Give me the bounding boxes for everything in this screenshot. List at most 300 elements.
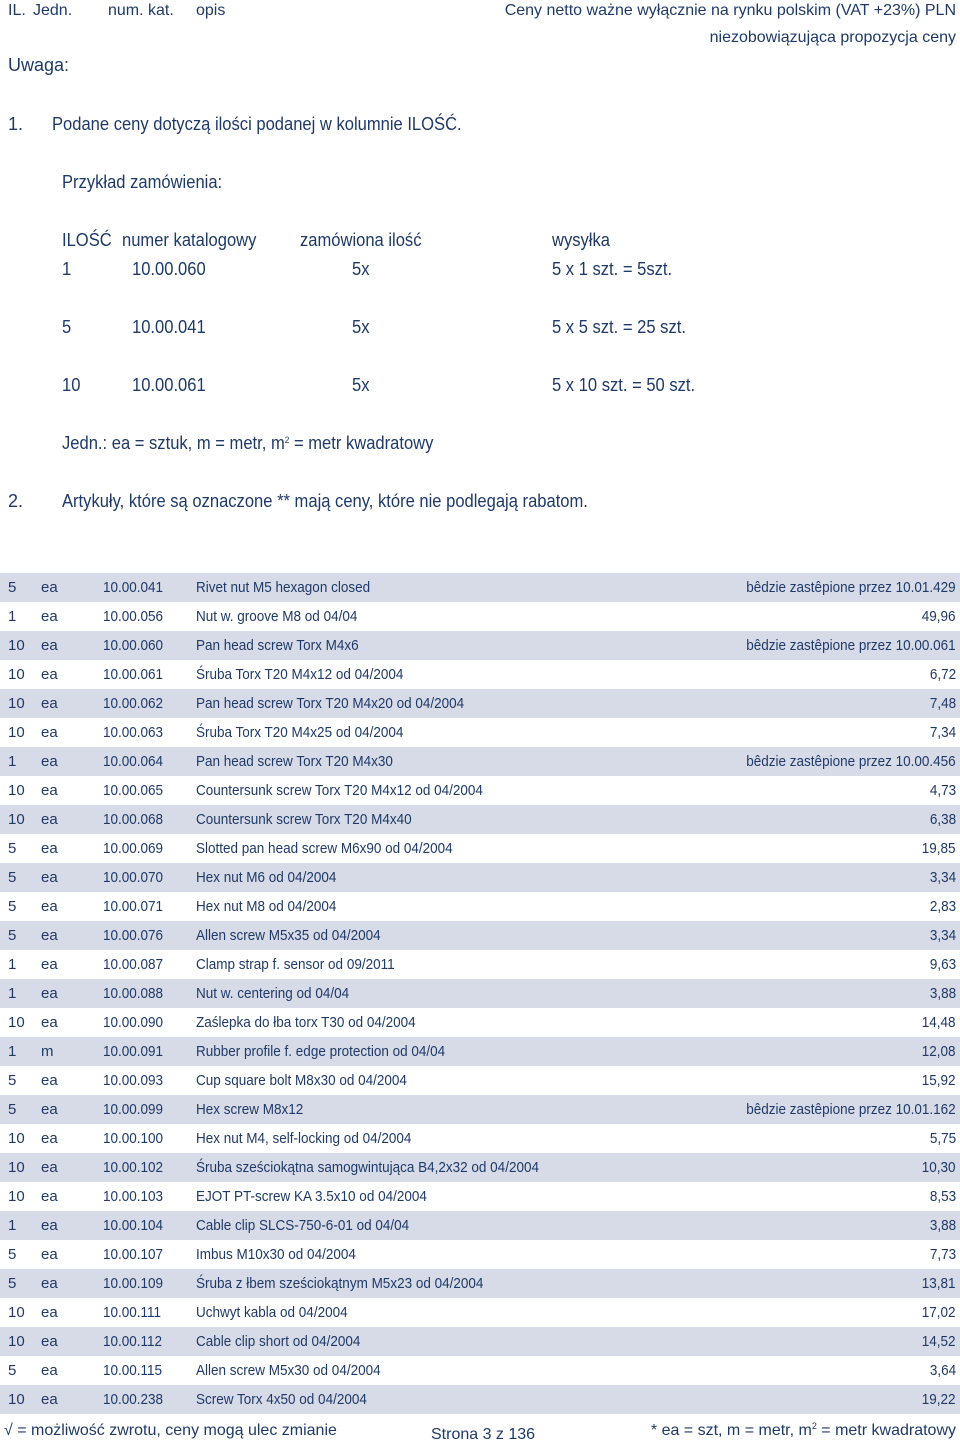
catalog-number-cell: [103, 660, 170, 689]
example-row-qty: 5: [62, 317, 72, 337]
catalog-number-cell: [103, 602, 170, 631]
example-row-ordered: 5x: [352, 259, 370, 279]
unit-cell: [41, 1240, 58, 1269]
price-cell: [918, 1008, 956, 1037]
qty-cell: [8, 1327, 25, 1356]
catalog-number-cell: [103, 573, 170, 602]
unit-cell: [41, 921, 58, 950]
unit-cell-text: ea: [41, 1391, 58, 1408]
table-row: [0, 1066, 960, 1095]
price-cell: [918, 1153, 956, 1182]
units-text-b: = metr kwadratowy: [289, 433, 434, 453]
unit-cell: [41, 660, 58, 689]
table-row: [0, 979, 960, 1008]
description-cell-text: Clamp strap f. sensor od 09/2011: [196, 956, 395, 973]
note1-number: 1.: [8, 114, 24, 134]
catalog-number-cell-text: 10.00.060: [103, 637, 164, 654]
header-col-cat: num. kat.: [108, 2, 174, 19]
description-cell-text: Nut w. groove M8 od 04/04: [196, 608, 358, 625]
example-row-shipping: 5 x 1 szt. = 5szt.: [552, 259, 673, 279]
description-cell: [196, 689, 494, 718]
description-cell-text: Hex nut M4, self-locking od 04/2004: [196, 1130, 412, 1147]
catalog-number-cell: [103, 1153, 170, 1182]
catalog-number-cell: [103, 1066, 170, 1095]
unit-cell: [41, 1269, 58, 1298]
qty-cell: [8, 950, 16, 979]
qty-cell: [8, 1037, 16, 1066]
unit-cell: [41, 834, 58, 863]
qty-cell-text: 10: [8, 1188, 25, 1205]
qty-cell: [8, 1211, 16, 1240]
price-table: [0, 573, 960, 1414]
qty-cell-text: 1: [8, 608, 17, 625]
catalog-number-cell: [103, 1095, 170, 1124]
table-row: [0, 805, 960, 834]
table-row: [0, 1095, 960, 1124]
catalog-number-cell-text: 10.00.091: [103, 1043, 164, 1060]
unit-cell-text: ea: [41, 608, 58, 625]
description-cell: [196, 1037, 473, 1066]
unit-cell-text: m: [41, 1043, 54, 1060]
description-cell: [196, 1240, 374, 1269]
price-cell: [723, 1095, 956, 1124]
catalog-number-cell-text: 10.00.099: [103, 1101, 164, 1118]
catalog-number-cell: [103, 689, 170, 718]
qty-cell: [8, 1240, 16, 1269]
price-cell: [918, 834, 956, 863]
catalog-number-cell: [103, 1269, 170, 1298]
unit-cell: [41, 805, 58, 834]
description-cell-text: Nut w. centering od 04/04: [196, 985, 350, 1002]
example-header-shipping: wysyłka: [552, 230, 610, 250]
catalog-number-cell: [103, 1182, 170, 1211]
unit-cell-text: ea: [41, 1333, 58, 1350]
description-cell: [196, 573, 389, 602]
description-cell-text: Allen screw M5x35 od 04/2004: [196, 927, 381, 944]
catalog-number-cell: [103, 747, 170, 776]
unit-cell: [41, 1182, 58, 1211]
qty-cell: [8, 1008, 25, 1037]
qty-cell: [8, 1066, 16, 1095]
qty-cell: [8, 573, 16, 602]
price-cell-text: 3,64: [929, 1362, 956, 1379]
catalog-number-cell: [103, 631, 170, 660]
table-row: [0, 1385, 960, 1414]
catalog-number-cell: [103, 805, 170, 834]
price-cell-text: 3,88: [929, 1217, 956, 1234]
description-cell-text: Hex nut M8 od 04/2004: [196, 898, 337, 915]
catalog-number-cell: [103, 834, 170, 863]
unit-cell-text: ea: [41, 753, 58, 770]
description-cell: [196, 1385, 386, 1414]
catalog-number-cell-text: 10.00.088: [103, 985, 164, 1002]
price-cell: [927, 1211, 956, 1240]
price-cell-text: 7,73: [929, 1246, 956, 1263]
table-row: [0, 1240, 960, 1269]
unit-cell: [41, 892, 58, 921]
catalog-number-cell: [103, 892, 170, 921]
table-row: [0, 1269, 960, 1298]
unit-cell: [41, 602, 58, 631]
qty-cell: [8, 1356, 16, 1385]
catalog-number-cell-text: 10.00.111: [103, 1304, 162, 1321]
price-cell: [927, 892, 956, 921]
qty-cell: [8, 1124, 25, 1153]
table-row: [0, 776, 960, 805]
catalog-number-cell-text: 10.00.061: [103, 666, 164, 683]
note2-number: 2.: [8, 491, 24, 511]
price-cell-text: 14,52: [922, 1333, 956, 1350]
description-cell-text: Rubber profile f. edge protection od 04/04: [196, 1043, 446, 1060]
table-row: [0, 1356, 960, 1385]
example-header-cat: numer katalogowy: [122, 230, 257, 250]
qty-cell: [8, 1095, 16, 1124]
description-cell-text: Cup square bolt M8x30 od 04/2004: [196, 1072, 407, 1089]
catalog-number-cell-text: 10.00.062: [103, 695, 164, 712]
qty-cell: [8, 805, 25, 834]
description-cell: [196, 1095, 315, 1124]
unit-cell-text: ea: [41, 1275, 58, 1292]
catalog-number-cell: [103, 776, 170, 805]
description-cell: [196, 747, 415, 776]
unit-cell-text: ea: [41, 985, 58, 1002]
description-cell: [196, 1327, 379, 1356]
description-cell-text: Allen screw M5x30 od 04/2004: [196, 1362, 381, 1379]
qty-cell-text: 5: [8, 1072, 17, 1089]
table-row: [0, 863, 960, 892]
catalog-number-cell: [103, 863, 170, 892]
price-cell: [927, 1356, 956, 1385]
example-row-cat: 10.00.060: [132, 259, 206, 279]
units-label: Jedn.:: [62, 433, 108, 453]
price-cell-text: 9,63: [929, 956, 956, 973]
description-cell-text: Cable clip short od 04/2004: [196, 1333, 361, 1350]
unit-cell: [41, 1211, 58, 1240]
price-cell: [927, 1182, 956, 1211]
price-cell: [927, 689, 956, 718]
catalog-number-cell-text: 10.00.107: [103, 1246, 164, 1263]
example-title: Przykład zamówienia:: [62, 172, 223, 192]
qty-cell-text: 1: [8, 753, 17, 770]
unit-cell: [41, 1356, 58, 1385]
qty-cell-text: 5: [8, 1362, 17, 1379]
example-row-qty: 10: [62, 375, 81, 395]
qty-cell: [8, 689, 25, 718]
description-cell-text: Pan head screw Torx T20 M4x30: [196, 753, 393, 770]
header-col-desc: opis: [196, 2, 226, 19]
price-cell-text: 4,73: [929, 782, 956, 799]
price-cell-text: 14,48: [922, 1014, 956, 1031]
unit-cell-text: ea: [41, 579, 58, 596]
price-cell: [927, 660, 956, 689]
unit-cell-text: ea: [41, 898, 58, 915]
header-col-unit: Jedn.: [33, 2, 73, 19]
table-row: [0, 1182, 960, 1211]
note2-text: Artykuły, które są oznaczone ** mają ceny, które nie podlegają rabatom.: [62, 491, 588, 511]
unit-cell: [41, 776, 58, 805]
price-cell-text: 3,34: [929, 927, 956, 944]
footer-units-text-b: = metr kwadratowy: [816, 1422, 956, 1439]
description-cell: [196, 863, 352, 892]
unit-cell-text: ea: [41, 1014, 58, 1031]
qty-cell: [8, 631, 25, 660]
table-row: [0, 689, 960, 718]
qty-cell: [8, 1153, 25, 1182]
unit-cell: [41, 1008, 58, 1037]
unit-cell-text: ea: [41, 1072, 58, 1089]
qty-cell-text: 10: [8, 637, 25, 654]
catalog-number-cell: [103, 1385, 170, 1414]
price-cell: [723, 573, 956, 602]
qty-cell-text: 10: [8, 1014, 25, 1031]
footer-return-note: √ = możliwość zwrotu, ceny mogą ulec zmianie: [4, 1422, 337, 1439]
unit-cell: [41, 1327, 58, 1356]
unit-cell: [41, 1066, 58, 1095]
description-cell-text: Slotted pan head screw M6x90 od 04/2004: [196, 840, 453, 857]
unit-cell-text: ea: [41, 782, 58, 799]
example-row-shipping: 5 x 5 szt. = 25 szt.: [552, 317, 686, 337]
unit-cell: [41, 1153, 58, 1182]
price-cell-text: 17,02: [922, 1304, 956, 1321]
catalog-number-cell: [103, 979, 170, 1008]
description-cell-text: Cable clip SLCS-750-6-01 od 04/04: [196, 1217, 410, 1234]
header-col-qty: IL.: [8, 2, 26, 19]
description-cell-text: Countersunk screw Torx T20 M4x40: [196, 811, 412, 828]
catalog-number-cell-text: 10.00.065: [103, 782, 164, 799]
units-text-a: ea = sztuk, m = metr, m: [111, 433, 285, 453]
catalog-number-cell-text: 10.00.104: [103, 1217, 164, 1234]
catalog-number-cell: [103, 1008, 170, 1037]
table-row: [0, 660, 960, 689]
qty-cell-text: 10: [8, 1391, 25, 1408]
price-cell-text: bêdzie zastêpione przez 10.01.429: [746, 579, 956, 596]
description-cell: [196, 892, 352, 921]
description-cell: [196, 1008, 440, 1037]
catalog-number-cell-text: 10.00.102: [103, 1159, 164, 1176]
unit-cell-text: ea: [41, 1130, 58, 1147]
description-cell-text: Śruba Torx T20 M4x12 od 04/2004: [196, 666, 404, 683]
description-cell: [196, 776, 515, 805]
description-cell: [196, 1124, 435, 1153]
description-cell-text: Śruba sześciokątna samogwintująca B4,2x32 od 04/2004: [196, 1159, 539, 1176]
catalog-number-cell-text: 10.00.109: [103, 1275, 164, 1292]
table-row: [0, 718, 960, 747]
unit-cell: [41, 979, 58, 1008]
table-row: [0, 573, 960, 602]
unit-cell-text: ea: [41, 724, 58, 741]
price-cell-text: 8,53: [929, 1188, 956, 1205]
catalog-number-cell: [103, 718, 170, 747]
qty-cell: [8, 863, 16, 892]
description-cell-text: EJOT PT-screw KA 3.5x10 od 04/2004: [196, 1188, 427, 1205]
qty-cell: [8, 834, 16, 863]
example-row-ordered: 5x: [352, 317, 370, 337]
qty-cell-text: 10: [8, 1333, 25, 1350]
price-cell: [927, 1240, 956, 1269]
price-cell: [927, 863, 956, 892]
description-cell: [196, 718, 426, 747]
qty-cell-text: 5: [8, 898, 17, 915]
qty-cell-text: 5: [8, 840, 17, 857]
catalog-number-cell-text: 10.00.069: [103, 840, 164, 857]
description-cell-text: Pan head screw Torx T20 M4x20 od 04/2004: [196, 695, 465, 712]
unit-cell-text: ea: [41, 956, 58, 973]
price-cell-text: 5,75: [929, 1130, 956, 1147]
description-cell-text: Rivet nut M5 hexagon closed: [196, 579, 371, 596]
footer-units-text-a: * ea = szt, m = metr, m: [650, 1422, 812, 1439]
price-cell-text: 6,72: [929, 666, 956, 683]
price-cell-text: 12,08: [922, 1043, 956, 1060]
table-row: [0, 631, 960, 660]
table-row: [0, 602, 960, 631]
qty-cell-text: 5: [8, 1101, 17, 1118]
catalog-number-cell-text: 10.00.093: [103, 1072, 164, 1089]
price-cell: [927, 950, 956, 979]
catalog-number-cell-text: 10.00.112: [103, 1333, 163, 1350]
description-cell: [196, 602, 375, 631]
qty-cell-text: 10: [8, 666, 25, 683]
catalog-number-cell-text: 10.00.115: [103, 1362, 163, 1379]
example-header-ordered: zamówiona ilość: [300, 230, 422, 250]
header-proposal-note: niezobowiązująca propozycja ceny: [709, 29, 956, 46]
unit-cell-text: ea: [41, 1159, 58, 1176]
unit-cell-text: ea: [41, 811, 58, 828]
qty-cell-text: 10: [8, 1159, 25, 1176]
footer-units-superscript: 2: [811, 1421, 817, 1431]
table-row: [0, 950, 960, 979]
qty-cell: [8, 892, 16, 921]
example-row-qty: 1: [62, 259, 72, 279]
catalog-number-cell-text: 10.00.041: [103, 579, 164, 596]
footer-units-note: [651, 1422, 956, 1440]
table-row: [0, 1211, 960, 1240]
description-cell: [196, 1066, 430, 1095]
catalog-number-cell: [103, 950, 170, 979]
table-row: [0, 1298, 960, 1327]
catalog-number-cell: [103, 1298, 168, 1327]
example-row-shipping: 5 x 10 szt. = 50 szt.: [552, 375, 696, 395]
qty-cell-text: 1: [8, 1217, 17, 1234]
price-cell-text: 15,92: [922, 1072, 956, 1089]
description-cell-text: Imbus M10x30 od 04/2004: [196, 1246, 356, 1263]
unit-cell-text: ea: [41, 1101, 58, 1118]
qty-cell: [8, 660, 25, 689]
catalog-number-cell-text: 10.00.103: [103, 1188, 164, 1205]
qty-cell-text: 5: [8, 869, 17, 886]
catalog-number-cell-text: 10.00.071: [103, 898, 164, 915]
units-legend: [62, 433, 433, 454]
qty-cell: [8, 602, 16, 631]
price-cell: [927, 921, 956, 950]
description-cell: [196, 1356, 401, 1385]
catalog-number-cell: [103, 1037, 170, 1066]
price-cell-text: 3,88: [929, 985, 956, 1002]
unit-cell: [41, 1385, 58, 1414]
price-cell: [927, 1124, 956, 1153]
description-cell-text: Śruba Torx T20 M4x25 od 04/2004: [196, 724, 404, 741]
unit-cell: [41, 689, 58, 718]
description-cell: [196, 921, 401, 950]
catalog-number-cell-text: 10.00.076: [103, 927, 164, 944]
table-row: [0, 834, 960, 863]
table-row: [0, 1124, 960, 1153]
catalog-number-cell: [103, 1211, 170, 1240]
description-cell: [196, 1269, 515, 1298]
unit-cell-text: ea: [41, 1246, 58, 1263]
description-cell-text: Hex screw M8x12: [196, 1101, 304, 1118]
description-cell-text: Pan head screw Torx M4x6: [196, 637, 359, 654]
unit-cell-text: ea: [41, 1304, 58, 1321]
table-row: [0, 1008, 960, 1037]
catalog-number-cell-text: 10.00.100: [103, 1130, 164, 1147]
example-row-ordered: 5x: [352, 375, 370, 395]
price-cell-text: 2,83: [929, 898, 956, 915]
catalog-number-cell-text: 10.00.063: [103, 724, 164, 741]
description-cell-text: Countersunk screw Torx T20 M4x12 od 04/2004: [196, 782, 483, 799]
unit-cell: [41, 573, 58, 602]
description-cell: [196, 1182, 453, 1211]
price-cell: [918, 602, 956, 631]
price-cell: [927, 718, 956, 747]
description-cell-text: Hex nut M6 od 04/2004: [196, 869, 337, 886]
catalog-number-cell-text: 10.00.068: [103, 811, 164, 828]
catalog-number-cell: [103, 1124, 170, 1153]
price-cell-text: 7,34: [929, 724, 956, 741]
description-cell: [196, 950, 417, 979]
qty-cell: [8, 747, 16, 776]
table-row: [0, 921, 960, 950]
qty-cell: [8, 1385, 25, 1414]
price-cell-text: 6,38: [929, 811, 956, 828]
unit-cell-text: ea: [41, 666, 58, 683]
description-cell: [196, 631, 377, 660]
price-cell: [918, 1037, 956, 1066]
qty-cell: [8, 1269, 16, 1298]
description-cell: [196, 805, 436, 834]
price-cell: [927, 805, 956, 834]
table-row: [0, 747, 960, 776]
catalog-number-cell: [103, 1356, 169, 1385]
price-cell: [918, 1066, 956, 1095]
qty-cell-text: 5: [8, 1275, 17, 1292]
description-cell-text: Uchwyt kabla od 04/2004: [196, 1304, 348, 1321]
description-cell-text: Śruba z łbem sześciokątnym M5x23 od 04/2004: [196, 1275, 484, 1292]
table-row: [0, 1153, 960, 1182]
catalog-number-cell-text: 10.00.087: [103, 956, 164, 973]
unit-cell-text: ea: [41, 1217, 58, 1234]
price-cell-text: 7,48: [929, 695, 956, 712]
catalog-number-cell-text: 10.00.238: [103, 1391, 164, 1408]
unit-cell: [41, 718, 58, 747]
qty-cell-text: 5: [8, 927, 17, 944]
qty-cell-text: 10: [8, 695, 25, 712]
qty-cell: [8, 1298, 25, 1327]
footer-page-number: Strona 3 z 136: [431, 1426, 536, 1443]
qty-cell-text: 10: [8, 811, 25, 828]
price-cell-text: 19,85: [922, 840, 956, 857]
unit-cell: [41, 1124, 58, 1153]
description-cell: [196, 979, 366, 1008]
price-cell: [918, 1327, 956, 1356]
description-cell-text: Screw Torx 4x50 od 04/2004: [196, 1391, 367, 1408]
unit-cell-text: ea: [41, 1362, 58, 1379]
catalog-number-cell-text: 10.00.064: [103, 753, 164, 770]
catalog-number-cell-text: 10.00.090: [103, 1014, 164, 1031]
catalog-number-cell: [103, 921, 170, 950]
unit-cell: [41, 950, 58, 979]
price-cell-text: 13,81: [922, 1275, 956, 1292]
qty-cell: [8, 1182, 25, 1211]
